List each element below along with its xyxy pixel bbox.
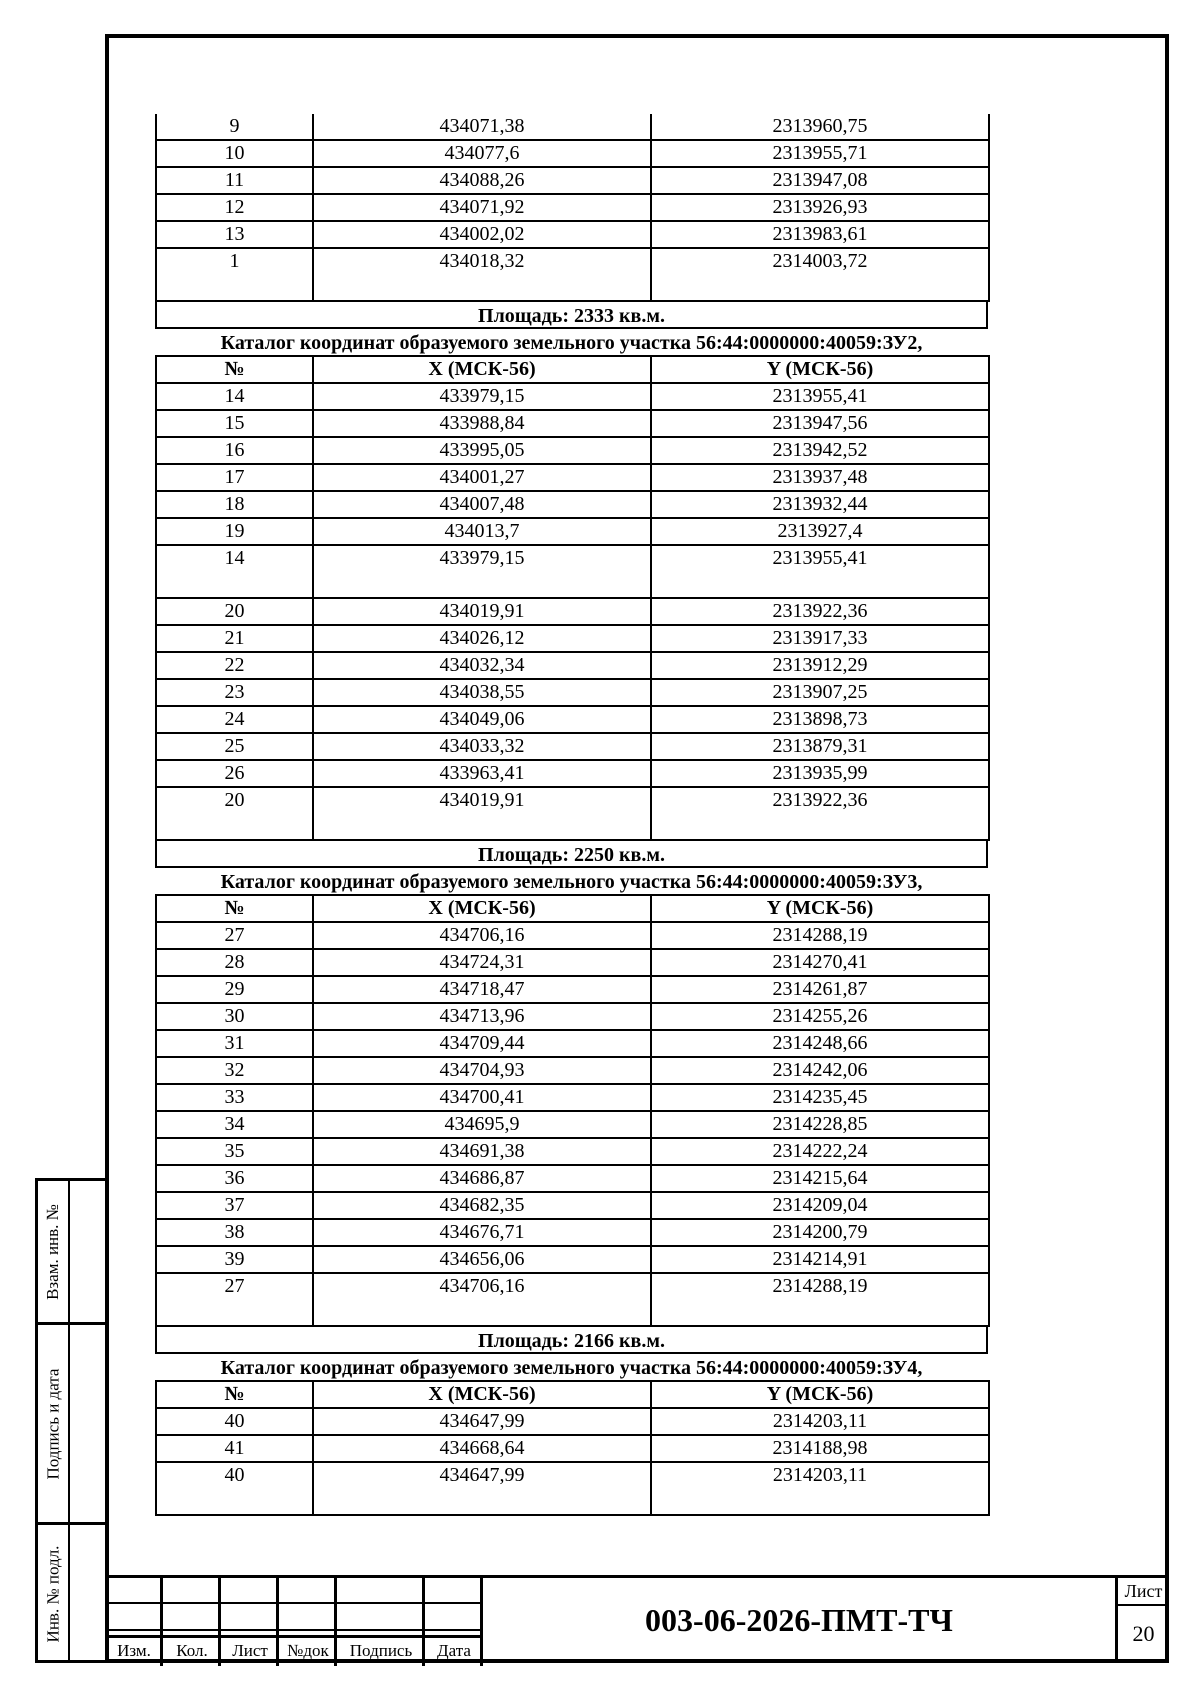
column-header: Y (МСК-56) (651, 1381, 989, 1408)
table-cell: 434033,32 (313, 733, 651, 760)
table-cell: 433988,84 (313, 410, 651, 437)
table-cell: 434713,96 (313, 1003, 651, 1030)
table-row (156, 1003, 989, 1030)
table-cell: 10 (156, 140, 313, 167)
label-kol: Кол. (176, 1641, 208, 1660)
table-cell: 434018,32 (313, 248, 651, 301)
table-cell: 2313912,29 (651, 652, 989, 679)
column-header: X (МСК-56) (313, 356, 651, 383)
table-row (156, 922, 989, 949)
side-label-vzam: Взам. инв. № (43, 1203, 62, 1300)
table-cell: 434706,16 (313, 1273, 651, 1326)
title-block (105, 1575, 1169, 1663)
table-cell: 434656,06 (313, 1246, 651, 1273)
table-cell: 18 (156, 491, 313, 518)
table-cell: 434709,44 (313, 1030, 651, 1057)
table-row (156, 1219, 989, 1246)
table-row (156, 760, 989, 787)
table-cell: 2313942,52 (651, 437, 989, 464)
table-row (156, 1084, 989, 1111)
column-header: № (156, 895, 313, 922)
table-cell: 2313955,71 (651, 140, 989, 167)
table-cell: 434071,92 (313, 194, 651, 221)
table-row (156, 1246, 989, 1273)
label-ndok: №док (287, 1641, 329, 1660)
table-row (156, 518, 989, 545)
table-cell: 434001,27 (313, 464, 651, 491)
table-row (156, 248, 989, 301)
table-cell: 22 (156, 652, 313, 679)
sheet-number: 20 (1132, 1621, 1155, 1646)
label-podpis: Подпись (349, 1641, 413, 1660)
coord-table-zu1 (155, 114, 990, 302)
table-cell: 27 (156, 1273, 313, 1326)
table-cell: 434724,31 (313, 949, 651, 976)
table-cell: 15 (156, 410, 313, 437)
table-cell: 434647,99 (313, 1408, 651, 1435)
table-cell: 2314203,11 (651, 1462, 989, 1515)
table-cell: 11 (156, 167, 313, 194)
table-cell: 434695,9 (313, 1111, 651, 1138)
table-cell: 2314270,41 (651, 949, 989, 976)
table-cell: 434038,55 (313, 679, 651, 706)
table-row (156, 1435, 989, 1462)
table-cell: 35 (156, 1138, 313, 1165)
table-row (156, 437, 989, 464)
table-row (156, 491, 989, 518)
table-cell: 433995,05 (313, 437, 651, 464)
table-cell: 2314209,04 (651, 1192, 989, 1219)
table-cell: 433979,15 (313, 545, 651, 598)
table-cell: 434026,12 (313, 625, 651, 652)
table-cell: 37 (156, 1192, 313, 1219)
table-cell: 2314288,19 (651, 1273, 989, 1326)
table-cell: 20 (156, 787, 313, 840)
table-cell: 9 (156, 114, 313, 140)
table-cell: 434019,91 (313, 787, 651, 840)
table-row (156, 545, 989, 598)
table-cell: 434032,34 (313, 652, 651, 679)
table-cell: 2313947,08 (651, 167, 989, 194)
table-cell: 36 (156, 1165, 313, 1192)
table-cell: 434682,35 (313, 1192, 651, 1219)
coord-table-zu2 (155, 355, 990, 841)
table-cell: 34 (156, 1111, 313, 1138)
table-cell: 12 (156, 194, 313, 221)
table-cell: 434647,99 (313, 1462, 651, 1515)
table-cell: 27 (156, 922, 313, 949)
table-cell: 25 (156, 733, 313, 760)
column-header: № (156, 356, 313, 383)
table-cell: 2314228,85 (651, 1111, 989, 1138)
area-zu3: Площадь: 2166 кв.м. (155, 1327, 988, 1354)
side-stamp (35, 1178, 109, 1663)
table-cell: 26 (156, 760, 313, 787)
table-cell: 2314288,19 (651, 922, 989, 949)
table-cell: 434049,06 (313, 706, 651, 733)
table-row (156, 1408, 989, 1435)
table-cell: 2313955,41 (651, 545, 989, 598)
table-cell: 14 (156, 383, 313, 410)
table-row (156, 1138, 989, 1165)
table-cell: 2313917,33 (651, 625, 989, 652)
table-cell: 434071,38 (313, 114, 651, 140)
table-row (156, 652, 989, 679)
table-cell: 2314203,11 (651, 1408, 989, 1435)
table-cell: 2314003,72 (651, 248, 989, 301)
table-cell: 434691,38 (313, 1138, 651, 1165)
table-cell: 2314222,24 (651, 1138, 989, 1165)
document-code: 003-06-2026-ПМТ-ТЧ (483, 1575, 1115, 1663)
table-cell: 32 (156, 1057, 313, 1084)
coord-table-zu4 (155, 1380, 990, 1516)
table-cell: 41 (156, 1435, 313, 1462)
table-row (156, 140, 989, 167)
table-row (156, 114, 989, 140)
table-cell: 33 (156, 1084, 313, 1111)
table-cell: 2314235,45 (651, 1084, 989, 1111)
table-cell: 2313927,4 (651, 518, 989, 545)
sheet-box (1115, 1575, 1169, 1663)
table-cell: 29 (156, 976, 313, 1003)
table-cell: 28 (156, 949, 313, 976)
table-row (156, 167, 989, 194)
table-cell: 434077,6 (313, 140, 651, 167)
document-content (155, 114, 988, 1516)
caption-zu2: Каталог координат образуемого земельного участка 56:44:0000000:40059:ЗУ2, (220, 332, 923, 354)
table-cell: 39 (156, 1246, 313, 1273)
table-cell: 434706,16 (313, 922, 651, 949)
table-cell: 434088,26 (313, 167, 651, 194)
side-cell-vzam (38, 1181, 109, 1325)
table-cell: 2314261,87 (651, 976, 989, 1003)
table-cell: 38 (156, 1219, 313, 1246)
table-cell: 434700,41 (313, 1084, 651, 1111)
table-cell: 23 (156, 679, 313, 706)
table-cell: 434007,48 (313, 491, 651, 518)
table-cell: 2314248,66 (651, 1030, 989, 1057)
table-row (156, 706, 989, 733)
table-header-row (156, 1381, 989, 1408)
table-cell: 2313879,31 (651, 733, 989, 760)
table-cell: 2314188,98 (651, 1435, 989, 1462)
table-row (156, 625, 989, 652)
table-cell: 433963,41 (313, 760, 651, 787)
caption-zu4: Каталог координат образуемого земельного участка 56:44:0000000:40059:ЗУ4, (220, 1357, 923, 1379)
table-cell: 434676,71 (313, 1219, 651, 1246)
table-row (156, 1192, 989, 1219)
table-header-row (156, 356, 989, 383)
label-list: Лист (232, 1641, 268, 1660)
table-cell: 21 (156, 625, 313, 652)
table-row (156, 1165, 989, 1192)
table-cell: 31 (156, 1030, 313, 1057)
side-cell-inv (38, 1525, 109, 1663)
table-cell: 2313932,44 (651, 491, 989, 518)
table-cell: 19 (156, 518, 313, 545)
table-cell: 13 (156, 221, 313, 248)
column-header: Y (МСК-56) (651, 356, 989, 383)
table-row (156, 949, 989, 976)
column-header: № (156, 1381, 313, 1408)
table-cell: 2313955,41 (651, 383, 989, 410)
column-header: Y (МСК-56) (651, 895, 989, 922)
table-header-row (156, 895, 989, 922)
revision-grid (105, 1575, 483, 1663)
table-cell: 2313922,36 (651, 787, 989, 840)
table-cell: 2313926,93 (651, 194, 989, 221)
table-row (156, 976, 989, 1003)
table-cell: 14 (156, 545, 313, 598)
table-row (156, 679, 989, 706)
column-header: X (МСК-56) (313, 1381, 651, 1408)
table-cell: 434668,64 (313, 1435, 651, 1462)
table-row (156, 410, 989, 437)
table-row (156, 1057, 989, 1084)
sheet-label: Лист (1118, 1578, 1169, 1606)
table-cell: 40 (156, 1408, 313, 1435)
table-cell: 2314200,79 (651, 1219, 989, 1246)
label-izm: Изм. (117, 1641, 151, 1660)
table-cell: 433979,15 (313, 383, 651, 410)
table-cell: 24 (156, 706, 313, 733)
table-cell: 30 (156, 1003, 313, 1030)
table-cell: 2313947,56 (651, 410, 989, 437)
table-cell: 2314215,64 (651, 1165, 989, 1192)
table-row (156, 194, 989, 221)
table-cell: 2313907,25 (651, 679, 989, 706)
table-cell: 2313935,99 (651, 760, 989, 787)
table-cell: 2313898,73 (651, 706, 989, 733)
table-row (156, 787, 989, 840)
table-cell: 434718,47 (313, 976, 651, 1003)
table-cell: 1 (156, 248, 313, 301)
table-row (156, 1111, 989, 1138)
table-row (156, 221, 989, 248)
side-cell-podpis (38, 1325, 109, 1525)
area-zu2: Площадь: 2250 кв.м. (155, 841, 988, 868)
table-cell: 2313937,48 (651, 464, 989, 491)
table-cell: 434019,91 (313, 598, 651, 625)
table-cell: 2313922,36 (651, 598, 989, 625)
caption-zu3: Каталог координат образуемого земельного участка 56:44:0000000:40059:ЗУ3, (220, 871, 923, 893)
table-cell: 434686,87 (313, 1165, 651, 1192)
label-data: Дата (437, 1641, 471, 1660)
table-cell: 2313983,61 (651, 221, 989, 248)
table-cell: 2314214,91 (651, 1246, 989, 1273)
table-cell: 16 (156, 437, 313, 464)
table-row (156, 733, 989, 760)
table-row (156, 1273, 989, 1326)
table-cell: 434002,02 (313, 221, 651, 248)
coord-table-zu3 (155, 894, 990, 1327)
table-cell: 434013,7 (313, 518, 651, 545)
table-row (156, 1030, 989, 1057)
table-row (156, 1462, 989, 1515)
table-row (156, 598, 989, 625)
table-cell: 20 (156, 598, 313, 625)
area-zu1: Площадь: 2333 кв.м. (155, 302, 988, 329)
table-cell: 40 (156, 1462, 313, 1515)
side-label-inv: Инв. № подл. (43, 1545, 62, 1643)
side-label-podpis: Подпись и дата (43, 1368, 62, 1479)
table-cell: 17 (156, 464, 313, 491)
table-cell: 2314242,06 (651, 1057, 989, 1084)
table-row (156, 464, 989, 491)
table-cell: 2313960,75 (651, 114, 989, 140)
table-cell: 2314255,26 (651, 1003, 989, 1030)
table-row (156, 383, 989, 410)
column-header: X (МСК-56) (313, 895, 651, 922)
table-cell: 434704,93 (313, 1057, 651, 1084)
